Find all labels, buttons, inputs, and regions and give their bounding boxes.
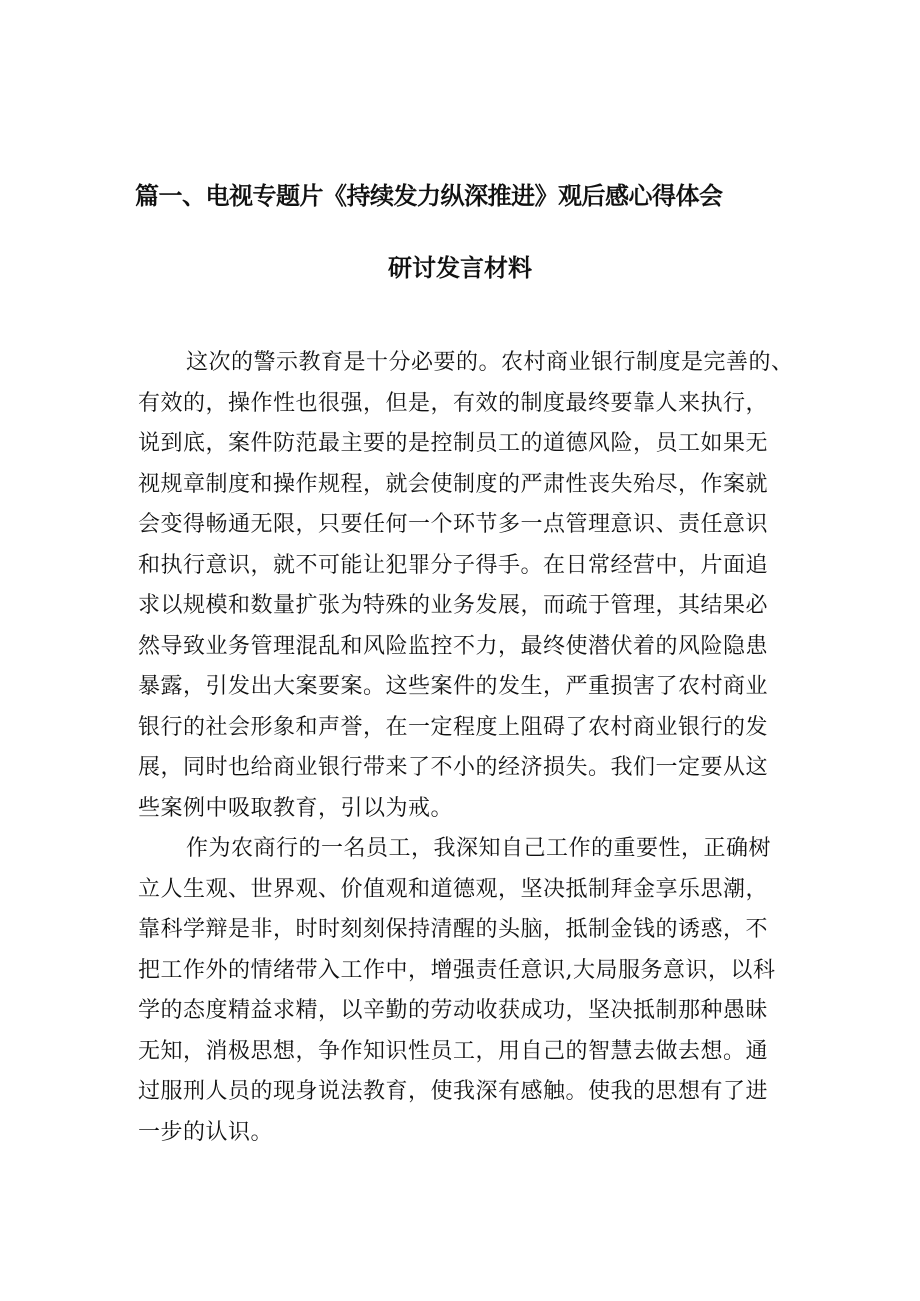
paragraph-1-line: 银行的社会形象和声誉，在一定程度上阻碍了农村商业银行的发 xyxy=(138,714,769,740)
paragraph-2-line: 一步的认识。 xyxy=(138,1119,274,1145)
paragraph-1-line: 有效的，操作性也很强，但是，有效的制度最终要靠人来执行， xyxy=(138,390,769,416)
paragraph-1-line: 然导致业务管理混乱和风险监控不力，最终使潜伏着的风险隐患 xyxy=(138,633,769,659)
paragraph-1-line: 展，同时也给商业银行带来了不小的经济损失。我们一定要从这 xyxy=(138,755,769,780)
paragraph-1-line: 暴露，引发出大案要案。这些案件的发生，严重损害了农村商业 xyxy=(138,674,769,699)
paragraph-2-line: 靠科学辩是非，时时刻刻保持清醒的头脑，抵制金钱的诱惑，不 xyxy=(138,917,769,942)
document-title: 篇一、电视专题片《持续发力纵深推进》观后感心得体会 xyxy=(135,182,723,210)
paragraph-1-line: 视规章制度和操作规程，就会使制度的严肃性丧失殆尽，作案就 xyxy=(138,471,769,497)
paragraph-1-line: 说到底，案件防范最主要的是控制员工的道德风险，员工如果无 xyxy=(138,431,769,456)
paragraph-1-line: 会变得畅通无限，只要任何一个环节多一点管理意识、责任意识 xyxy=(138,512,769,537)
paragraph-2-line: 学的态度精益求精，以辛勤的劳动收获成功，坚决抵制那种愚昧 xyxy=(138,998,769,1023)
paragraph-1-line: 些案例中吸取教育，引以为戒。 xyxy=(138,795,454,821)
document-body xyxy=(138,343,798,1153)
paragraph-2-line: 把工作外的情绪带入工作中，增强责任意识,大局服务意识，以科 xyxy=(138,957,776,983)
paragraph-2-line: 无知，消极思想，争作知识性员工，用自己的智慧去做去想。通 xyxy=(138,1038,769,1064)
paragraph-2-line: 作为农商行的一名员工，我深知自己工作的重要性，正确树 xyxy=(186,836,772,861)
paragraph-2-line: 立人生观、世界观、价值观和道德观，坚决抵制拜金享乐思潮， xyxy=(138,876,769,902)
paragraph-1-line: 这次的警示教育是十分必要的。农村商业银行制度是完善的、 xyxy=(186,350,794,375)
paragraph-1-line: 求以规模和数量扩张为特殊的业务发展，而疏于管理，其结果必 xyxy=(138,593,769,618)
document-subtitle: 研讨发言材料 xyxy=(388,254,532,282)
paragraph-2-line: 过服刑人员的现身说法教育，使我深有感触。使我的思想有了进 xyxy=(138,1079,769,1104)
paragraph-1-line: 和执行意识，就不可能让犯罪分子得手。在日常经营中，片面追 xyxy=(138,552,769,578)
